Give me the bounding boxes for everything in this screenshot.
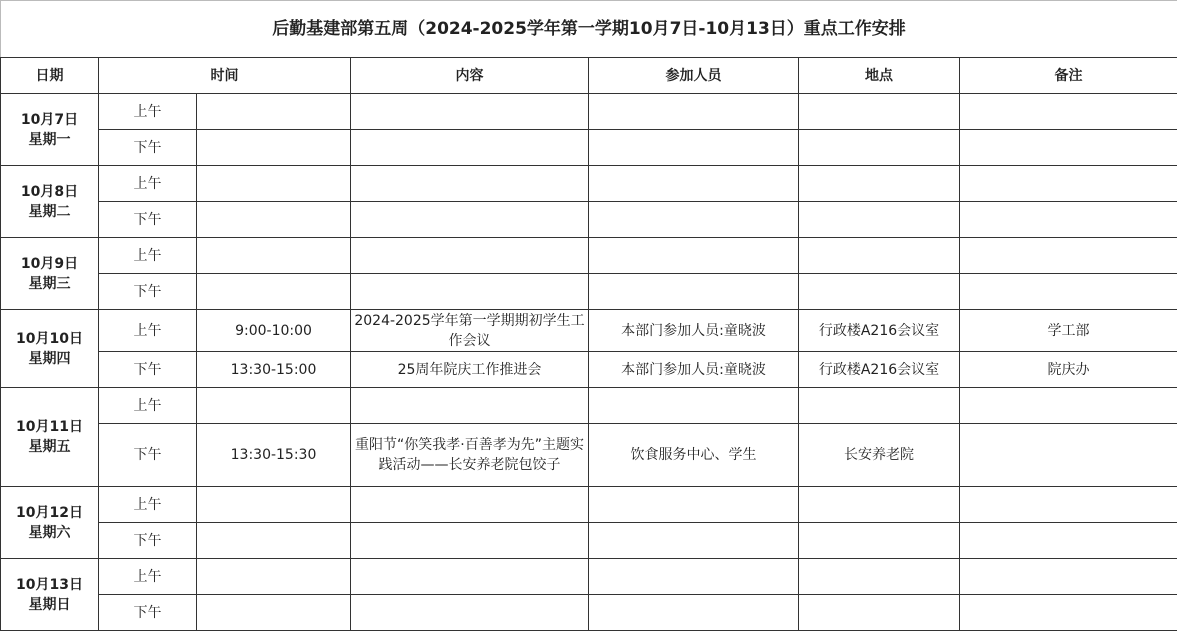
content-cell xyxy=(351,202,589,238)
location-cell: 长安养老院 xyxy=(799,424,960,487)
participants-cell xyxy=(589,202,799,238)
location-cell xyxy=(799,94,960,130)
date-cell: 10月9日 星期三 xyxy=(1,238,99,310)
table-row xyxy=(1,523,1177,559)
remarks-cell xyxy=(960,388,1177,424)
content-cell xyxy=(351,274,589,310)
location-cell xyxy=(799,388,960,424)
content-cell: 25周年院庆工作推进会 xyxy=(351,352,589,388)
time-cell xyxy=(197,274,351,310)
time-cell: 13:30-15:00 xyxy=(197,352,351,388)
table-row xyxy=(1,94,1177,130)
table-row xyxy=(1,559,1177,595)
date-cell: 10月8日 星期二 xyxy=(1,166,99,238)
table-row xyxy=(1,130,1177,166)
remarks-cell xyxy=(960,274,1177,310)
period-cell: 上午 xyxy=(99,388,197,424)
time-cell xyxy=(197,559,351,595)
location-cell xyxy=(799,130,960,166)
remarks-cell xyxy=(960,424,1177,487)
remarks-cell xyxy=(960,487,1177,523)
time-cell xyxy=(197,523,351,559)
location-cell xyxy=(799,238,960,274)
content-cell xyxy=(351,523,589,559)
table-row xyxy=(1,274,1177,310)
time-cell xyxy=(197,238,351,274)
table-row xyxy=(1,202,1177,238)
period-cell: 上午 xyxy=(99,94,197,130)
period-cell: 上午 xyxy=(99,487,197,523)
page-title: 后勤基建部第五周（2024-2025学年第一学期10月7日-10月13日）重点工作安排 xyxy=(1,1,1177,58)
participants-cell xyxy=(589,559,799,595)
content-cell: 重阳节“你笑我孝·百善孝为先”主题实践活动——长安养老院包饺子 xyxy=(351,424,589,487)
table-row xyxy=(1,310,1177,352)
participants-cell: 本部门参加人员:童晓波 xyxy=(589,310,799,352)
header-time: 时间 xyxy=(99,58,351,94)
remarks-cell xyxy=(960,94,1177,130)
location-cell: 行政楼A216会议室 xyxy=(799,352,960,388)
period-cell: 下午 xyxy=(99,424,197,487)
time-cell xyxy=(197,166,351,202)
participants-cell: 本部门参加人员:童晓波 xyxy=(589,352,799,388)
time-cell xyxy=(197,202,351,238)
participants-cell xyxy=(589,130,799,166)
header-location: 地点 xyxy=(799,58,960,94)
content-cell: 2024-2025学年第一学期期初学生工作会议 xyxy=(351,310,589,352)
content-cell xyxy=(351,166,589,202)
table-row xyxy=(1,487,1177,523)
content-cell xyxy=(351,130,589,166)
remarks-cell xyxy=(960,238,1177,274)
content-cell xyxy=(351,94,589,130)
content-cell xyxy=(351,487,589,523)
content-cell xyxy=(351,595,589,631)
remarks-cell xyxy=(960,595,1177,631)
participants-cell: 饮食服务中心、学生 xyxy=(589,424,799,487)
time-cell xyxy=(197,487,351,523)
location-cell xyxy=(799,274,960,310)
period-cell: 上午 xyxy=(99,559,197,595)
location-cell xyxy=(799,487,960,523)
time-cell: 9:00-10:00 xyxy=(197,310,351,352)
time-cell xyxy=(197,130,351,166)
period-cell: 上午 xyxy=(99,166,197,202)
date-cell: 10月13日 星期日 xyxy=(1,559,99,631)
remarks-cell xyxy=(960,130,1177,166)
date-cell: 10月7日 星期一 xyxy=(1,94,99,166)
location-cell xyxy=(799,202,960,238)
time-cell xyxy=(197,595,351,631)
content-cell xyxy=(351,388,589,424)
header-participants: 参加人员 xyxy=(589,58,799,94)
content-cell xyxy=(351,559,589,595)
remarks-cell: 学工部 xyxy=(960,310,1177,352)
period-cell: 下午 xyxy=(99,130,197,166)
period-cell: 下午 xyxy=(99,523,197,559)
period-cell: 下午 xyxy=(99,274,197,310)
remarks-cell xyxy=(960,523,1177,559)
period-cell: 下午 xyxy=(99,202,197,238)
table-row xyxy=(1,388,1177,424)
content-cell xyxy=(351,238,589,274)
location-cell xyxy=(799,166,960,202)
table-row xyxy=(1,595,1177,631)
participants-cell xyxy=(589,487,799,523)
header-remarks: 备注 xyxy=(960,58,1177,94)
remarks-cell: 院庆办 xyxy=(960,352,1177,388)
participants-cell xyxy=(589,595,799,631)
participants-cell xyxy=(589,388,799,424)
location-cell xyxy=(799,559,960,595)
location-cell xyxy=(799,595,960,631)
participants-cell xyxy=(589,94,799,130)
date-cell: 10月11日 星期五 xyxy=(1,388,99,487)
participants-cell xyxy=(589,274,799,310)
time-cell: 13:30-15:30 xyxy=(197,424,351,487)
date-cell: 10月12日 星期六 xyxy=(1,487,99,559)
table-row xyxy=(1,166,1177,202)
participants-cell xyxy=(589,238,799,274)
location-cell: 行政楼A216会议室 xyxy=(799,310,960,352)
period-cell: 下午 xyxy=(99,352,197,388)
participants-cell xyxy=(589,166,799,202)
location-cell xyxy=(799,523,960,559)
date-cell: 10月10日 星期四 xyxy=(1,310,99,388)
period-cell: 下午 xyxy=(99,595,197,631)
time-cell xyxy=(197,94,351,130)
table-row xyxy=(1,424,1177,487)
remarks-cell xyxy=(960,559,1177,595)
period-cell: 上午 xyxy=(99,238,197,274)
remarks-cell xyxy=(960,166,1177,202)
header-date: 日期 xyxy=(1,58,99,94)
remarks-cell xyxy=(960,202,1177,238)
table-row xyxy=(1,238,1177,274)
period-cell: 上午 xyxy=(99,310,197,352)
table-row xyxy=(1,352,1177,388)
participants-cell xyxy=(589,523,799,559)
time-cell xyxy=(197,388,351,424)
header-content: 内容 xyxy=(351,58,589,94)
